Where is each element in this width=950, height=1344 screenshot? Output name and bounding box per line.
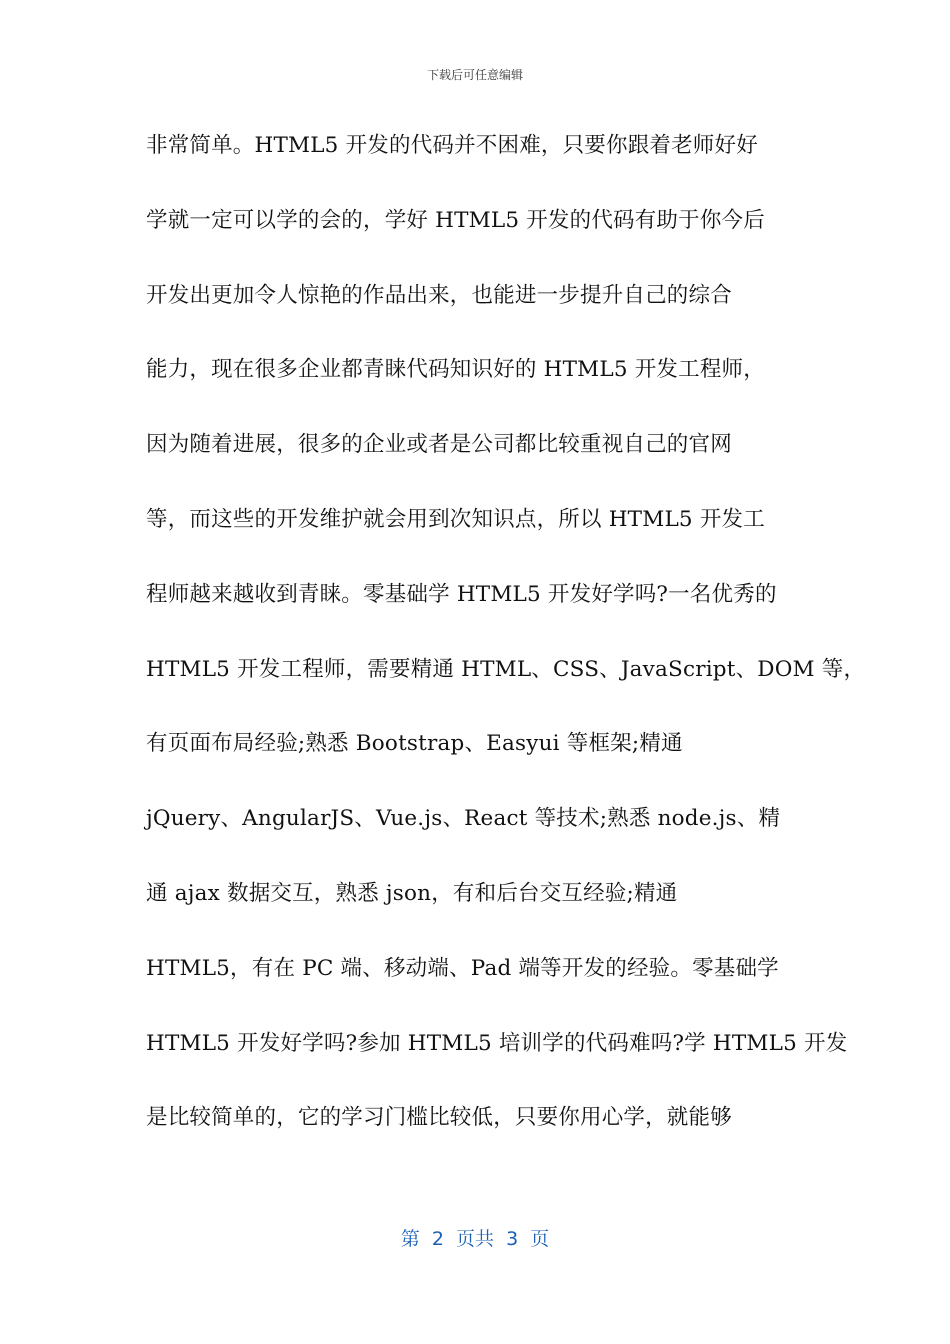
body-line: 程师越来越收到青睐。零基础学 HTML5 开发好学吗?一名优秀的	[146, 581, 777, 607]
body-line: 有页面布局经验;熟悉 Bootstrap、Easyui 等框架;精通	[146, 731, 683, 757]
body-line: HTML5 开发工程师，需要精通 HTML、CSS、JavaScript、DOM 等，	[146, 656, 866, 682]
body-line: HTML5，有在 PC 端、移动端、Pad 端等开发的经验。零基础学	[146, 955, 779, 981]
document-body	[146, 124, 866, 1171]
body-line: 是比较简单的，它的学习门槛比较低，只要你用心学，就能够	[146, 1105, 732, 1131]
body-line: 开发出更加令人惊艳的作品出来，也能进一步提升自己的综合	[146, 282, 732, 308]
body-line: 学就一定可以学的会的，学好 HTML5 开发的代码有助于你今后	[146, 207, 765, 233]
body-line: 等，而这些的开发维护就会用到次知识点，所以 HTML5 开发工	[146, 506, 765, 532]
body-line: 因为随着进展，很多的企业或者是公司都比较重视自己的官网	[146, 432, 732, 458]
body-line: jQuery、AngularJS、Vue.js、React 等技术;熟悉 node.js、精	[146, 806, 781, 832]
body-line: 能力，现在很多企业都青睐代码知识好的 HTML5 开发工程师，	[146, 357, 765, 383]
body-line: HTML5 开发好学吗?参加 HTML5 培训学的代码难吗?学 HTML5 开发	[146, 1030, 848, 1056]
body-line: 非常简单。HTML5 开发的代码并不困难，只要你跟着老师好好	[146, 133, 758, 158]
body-line: 通 ajax 数据交互，熟悉 json，有和后台交互经验;精通	[146, 880, 678, 906]
page-number-footer: 第 2 页共 3 页	[400, 1228, 550, 1250]
page-header-note: 下载后可任意编辑	[426, 68, 523, 82]
